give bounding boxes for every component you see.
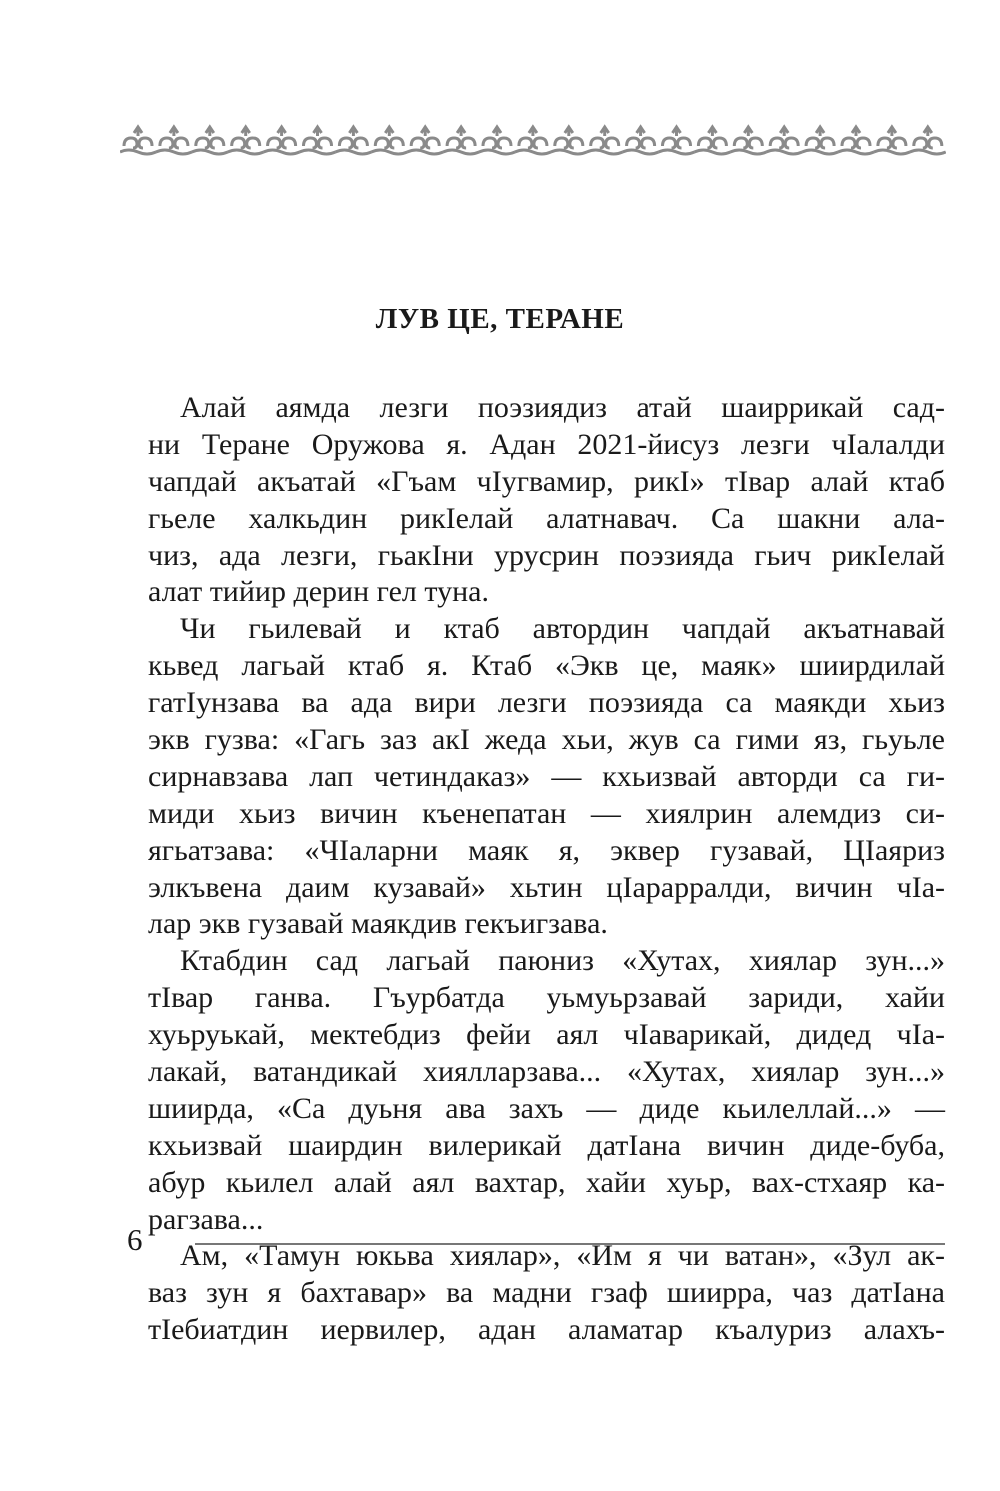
paragraph (148, 611, 945, 943)
text-line: алат тийир дерин гел туна. (148, 575, 489, 609)
text-line: элкъвена даим кузавай» хьтин цIарарралди, вичин чIа- (148, 870, 945, 904)
ornament-motif (156, 127, 192, 154)
text-line: чиз, ада лезги, гьакIни урусрин поэзияда гьич рикIелай (148, 538, 945, 572)
text-line: гьеле халкьдин рикIелай алатнавач. Са шакни ала- (148, 501, 945, 535)
text-line: экв гузва: «Гагь заз акI жеда хьи, жув са гими яз, гьуьле (148, 723, 945, 757)
ornament-motif (228, 127, 264, 154)
text-line: рагзава... (148, 1202, 264, 1236)
ornament-motif (335, 127, 371, 154)
text-line: хуьруькай, мектебдиз фейи аял чIаварикай, дидед чIа- (148, 1018, 945, 1052)
text-line: миди хьиз вичин къенепатан — хиялрин алемдиз си- (148, 796, 945, 830)
ornament-motif (443, 127, 479, 154)
ornament-motif (264, 127, 300, 154)
page-number: 6 (127, 1222, 143, 1257)
footer-rule (195, 1243, 945, 1245)
body-text (148, 390, 945, 1349)
ornament-motif (838, 127, 874, 154)
ornament-motif (587, 127, 623, 154)
ornament-motif (192, 127, 228, 154)
ornament-motif (802, 127, 838, 154)
ornament-motif (515, 127, 551, 154)
ornament-motif (300, 127, 336, 154)
ornament-motif (371, 127, 407, 154)
text-line: ягьатзава: «ЧIаларни маяк я, эквер гузавай, ЦIаяриз (148, 833, 945, 867)
text-line: кхьизвай шаирдин вилерикай датIана вичин диде-буба, (148, 1128, 945, 1162)
text-line: кьвед лагьай ктаб я. Ктаб «Экв це, маяк» шиирдилай (148, 649, 945, 683)
text-line: лакай, ватандикай хиялларзава... «Хутах, хиялар зун...» (148, 1055, 945, 1089)
ornament-motif (694, 127, 730, 154)
text-line: Алай аямда лезги поэзиядиз атай шаиррикай сад- (180, 391, 945, 424)
ornament-motif (120, 127, 156, 154)
text-line: ни Теране Оружова я. Адан 2021-йисуз лезги чIалалди (148, 427, 945, 461)
paragraph (148, 943, 945, 1238)
ornament-motif (659, 127, 695, 154)
ornament-motif (874, 127, 910, 154)
paragraph (148, 1238, 945, 1349)
text-line: сирнавзава лап четиндаказ» — кхьизвай авторди са ги- (148, 759, 945, 793)
ornament-motif (551, 127, 587, 154)
ornament-motif (479, 127, 515, 154)
text-line: Ам, «Тамун юкьва хиялар», «Им я чи ватан», «Зул ак- (180, 1239, 945, 1273)
text-line: тIвар ганва. Гъурбатда уьмуьрзавай зариди, хайи (148, 981, 945, 1015)
chapter-title: ЛУВ ЦЕ, ТЕРАНЕ (375, 303, 625, 335)
ornament-motif (766, 127, 802, 154)
text-line: гатIунзава ва ада вири лезги поэзияда са маякди хьиз (148, 686, 945, 720)
text-line: ваз зун я бахтавар» ва мадни гзаф шиирра, чаз датIана (148, 1276, 945, 1310)
ornament-motif (623, 127, 659, 154)
text-line: Чи гьилевай и ктаб автордин чапдай акъатнавай (180, 612, 945, 646)
text-line: лар экв гузавай маякдив гекъигзава. (148, 907, 608, 941)
ornament-motif (730, 127, 766, 154)
text-line: шиирда, «Са дуьня ава захъ — диде кьилеллай...» — (148, 1091, 945, 1125)
text-line: Ктабдин сад лагьай паюниз «Хутах, хиялар зун...» (180, 944, 945, 978)
ornament-motif (407, 127, 443, 154)
text-line: тIебиатдин иервилер, адан аламатар къалуриз алахъ- (148, 1313, 945, 1347)
ornament-motif (910, 127, 946, 154)
text-line: чапдай акъатай «Гъам чIугвамир, рикI» тIвар алай ктаб (148, 464, 945, 498)
decorative-ornament-border (120, 124, 946, 158)
paragraph (148, 390, 945, 611)
text-line: абур кьилел алай аял вахтар, хайи хуьр, вах-стхаяр ка- (148, 1165, 945, 1199)
